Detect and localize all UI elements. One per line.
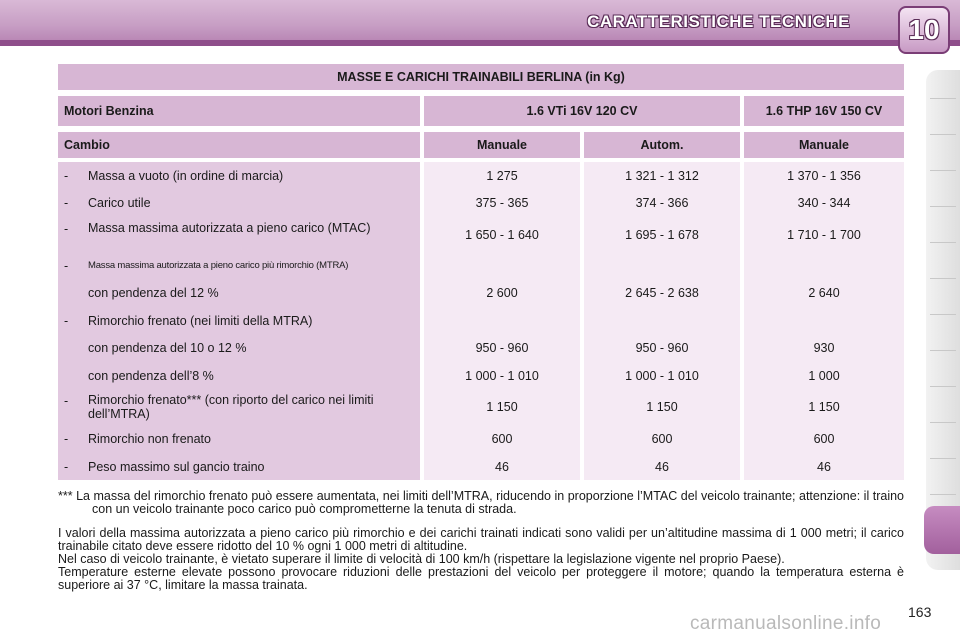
- tab-divider: [930, 422, 956, 423]
- watermark: carmanualsonline.info: [690, 613, 882, 634]
- row-value-3: 340 - 344: [744, 189, 904, 216]
- row-value-1: 1 150: [424, 389, 580, 425]
- row-value-3: [744, 254, 904, 278]
- note-altitude: I valori della massima autorizzata a pieno carico più rimorchio e dei carichi trainati indicati sono validi per un’altitudine massima di 1 000 metri; il carico trainabile citato deve essere ridotto del 10 % ogni 1 000 metri di altitudine.: [58, 526, 904, 553]
- chapter-badge: 10: [898, 6, 950, 54]
- row-value-3: 2 640: [744, 278, 904, 308]
- row-value-3: 1 150: [744, 389, 904, 425]
- row-label-cell: [58, 162, 420, 189]
- tab-divider: [930, 206, 956, 207]
- notes-section: [58, 490, 904, 592]
- row-value-2: 374 - 366: [584, 189, 740, 216]
- row-value-1: [424, 308, 580, 333]
- tab-divider: [930, 350, 956, 351]
- table-row: [58, 308, 904, 333]
- row-label-cell: [58, 216, 420, 254]
- row-label: Rimorchio non frenato: [88, 432, 211, 446]
- row-dash: -: [64, 394, 69, 408]
- row-label: con pendenza dell’8 %: [88, 369, 214, 383]
- row-value-3: 600: [744, 425, 904, 453]
- row-label: Massa massima autorizzata a pieno carico più rimorchio (MTRA): [88, 260, 349, 271]
- row-value-2: 2 645 - 2 638: [584, 278, 740, 308]
- row-value-1: 2 600: [424, 278, 580, 308]
- row-label-cell: [58, 333, 420, 363]
- footnote: *** La massa del rimorchio frenato può essere aumentata, nei limiti dell’MTRA, riducendo in proporzione l’MTAC del veicolo trainante; attenzione: il traino con un veicolo trainante poco carico può comprometterne la tenuta di strada.: [58, 489, 904, 516]
- row-dash: -: [64, 168, 69, 183]
- note-temperature: Temperature esterne elevate possono provocare riduzioni delle prestazioni del veicolo per proteggere il motore; quando la temperatura esterna è superiore ai 37 °C, limitare la massa trainata.: [58, 565, 904, 592]
- table-row: [58, 333, 904, 363]
- row-value-2: 1 321 - 1 312: [584, 162, 740, 189]
- row-value-3: 1 710 - 1 700: [744, 216, 904, 254]
- table-row: [58, 425, 904, 453]
- tab-divider: [930, 314, 956, 315]
- table-row: [58, 189, 904, 216]
- header-band-stripe: [0, 40, 960, 46]
- table-row: [58, 453, 904, 480]
- row-value-1: 1 650 - 1 640: [424, 216, 580, 254]
- row-value-2: [584, 254, 740, 278]
- row-dash: -: [64, 195, 69, 210]
- tab-divider: [930, 98, 956, 99]
- header-engine-1: 1.6 VTi 16V 120 CV: [424, 96, 740, 126]
- row-value-1: [424, 254, 580, 278]
- tab-divider: [930, 386, 956, 387]
- row-dash: -: [64, 222, 69, 236]
- row-value-1: 950 - 960: [424, 333, 580, 363]
- row-label: Massa massima autorizzata a pieno carico (MTAC): [88, 221, 371, 235]
- row-value-3: 1 000: [744, 363, 904, 389]
- row-label-cell: [58, 254, 420, 278]
- row-label-cell: [58, 278, 420, 308]
- tab-divider: [930, 278, 956, 279]
- row-label: Peso massimo sul gancio traino: [88, 459, 265, 474]
- page-title: CARATTERISTICHE TECNICHE: [587, 12, 850, 31]
- header-gearbox-3: Manuale: [744, 132, 904, 158]
- row-label-cell: [58, 425, 420, 453]
- header-gearbox-label: Cambio: [58, 132, 420, 158]
- header-gearbox-1: Manuale: [424, 132, 580, 158]
- row-value-1: 1 275: [424, 162, 580, 189]
- row-value-3: [744, 308, 904, 333]
- table-header-engines: [58, 96, 904, 126]
- row-label: con pendenza del 10 o 12 %: [88, 341, 247, 355]
- row-value-3: 1 370 - 1 356: [744, 162, 904, 189]
- tab-divider: [930, 134, 956, 135]
- note-speed-limit: Nel caso di veicolo trainante, è vietato superare il limite di velocità di 100 km/h (rispettare la legislazione vigente nel proprio Paese).: [58, 552, 785, 566]
- header-gearbox-2: Autom.: [584, 132, 740, 158]
- table-row: [58, 389, 904, 425]
- row-label: Massa a vuoto (in ordine di marcia): [88, 168, 284, 183]
- row-value-2: 1 150: [584, 389, 740, 425]
- tab-divider: [930, 494, 956, 495]
- row-value-1: 375 - 365: [424, 189, 580, 216]
- table-row: [58, 254, 904, 278]
- page-number: 163: [908, 604, 932, 620]
- tab-divider: [930, 170, 956, 171]
- side-tab-strip: [926, 70, 960, 570]
- tab-divider: [930, 458, 956, 459]
- table-row: [58, 216, 904, 254]
- table-row: [58, 363, 904, 389]
- row-value-1: 600: [424, 425, 580, 453]
- row-value-3: 46: [744, 453, 904, 480]
- row-label-cell: [58, 453, 420, 480]
- row-dash: -: [64, 432, 69, 446]
- row-value-2: 1 695 - 1 678: [584, 216, 740, 254]
- row-dash: -: [64, 259, 69, 273]
- row-dash: -: [64, 459, 69, 474]
- row-value-2: 46: [584, 453, 740, 480]
- row-label: Rimorchio frenato*** (con riporto del carico nei limiti dell’MTRA): [88, 393, 374, 421]
- chapter-tab-active[interactable]: [924, 506, 960, 554]
- row-value-2: [584, 308, 740, 333]
- header-engine-label: Motori Benzina: [58, 96, 420, 126]
- row-label: Carico utile: [88, 195, 151, 210]
- table-row: [58, 162, 904, 189]
- row-label-cell: [58, 389, 420, 425]
- row-label-cell: [58, 308, 420, 333]
- row-label: Rimorchio frenato (nei limiti della MTRA): [88, 313, 313, 328]
- table-title: MASSE E CARICHI TRAINABILI BERLINA (in Kg): [58, 64, 904, 90]
- tab-divider: [930, 242, 956, 243]
- row-value-2: 950 - 960: [584, 333, 740, 363]
- page-header: [0, 0, 960, 52]
- row-value-1: 46: [424, 453, 580, 480]
- row-value-2: 1 000 - 1 010: [584, 363, 740, 389]
- table-header-gearbox: [58, 132, 904, 158]
- row-value-1: 1 000 - 1 010: [424, 363, 580, 389]
- row-value-2: 600: [584, 425, 740, 453]
- table-row: [58, 278, 904, 308]
- row-dash: -: [64, 313, 69, 328]
- row-value-3: 930: [744, 333, 904, 363]
- row-label-cell: [58, 363, 420, 389]
- row-label: con pendenza del 12 %: [88, 286, 219, 300]
- header-engine-2: 1.6 THP 16V 150 CV: [744, 96, 904, 126]
- row-label-cell: [58, 189, 420, 216]
